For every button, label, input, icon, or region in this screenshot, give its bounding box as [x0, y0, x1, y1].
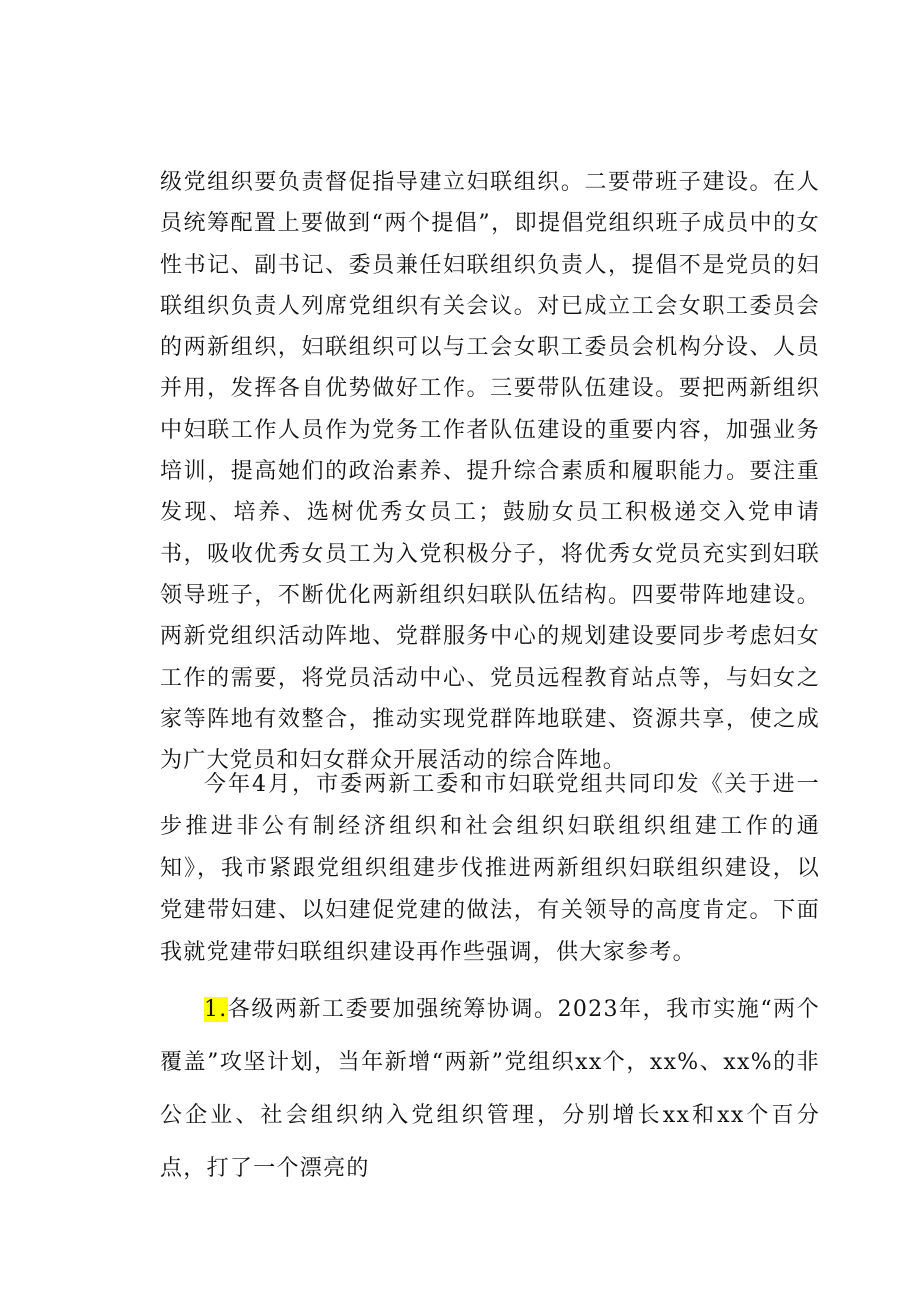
body-paragraph-3 [160, 983, 820, 1195]
highlighted-list-number: 1. [204, 997, 228, 1022]
body-paragraph-2: 今年4月，市委两新工委和市妇联党组共同印发《关于进一步推进非公有制经济组织和社会组织妇联组织组建工作的通知》，我市紧跟党组织组建步伐推进两新组织妇联组织建设，以党建带妇建、以妇建促党建的做法，有关领导的高度肯定。下面我就党建带妇联组织建设再作些强调，供大家参考。 [160, 772, 820, 965]
body-paragraph-1: 级党组织要负责督促指导建立妇联组织。二要带班子建设。在人员统筹配置上要做到“两个提倡”，即提倡党组织班子成员中的女性书记、副书记、委员兼任妇联组织负责人，提倡不是党员的妇联组织负责人列席党组织有关会议。对已成立工会女职工委员会的两新组织，妇联组织可以与工会女职工委员会机构分设、人员并用，发挥各自优势做好工作。三要带队伍建设。要把两新组织中妇联工作人员作为党务工作者队伍建设的重要内容，加强业务培训，提高她们的政治素养、提升综合素质和履职能力。要注重发现、培养、选树优秀女员工；鼓励女员工积极递交入党申请书，吸收优秀女员工为入党积极分子，将优秀女党员充实到妇联领导班子，不断优化两新组织妇联队伍结构。四要带阵地建设。两新党组织活动阵地、党群服务中心的规划建设要同步考虑妇女工作的需要，将党员活动中心、党员远程教育站点等，与妇女之家等阵地有效整合，推动实现党群阵地联建、资源共享，使之成为广大党员和妇女群众开展活动的综合阵地。 [160, 170, 820, 774]
list-item-text: 各级两新工委要加强统筹协调。2023年，我市实施“两个覆盖”攻坚计划，当年新增“两新”党组织xx个，xx%、xx%的非公企业、社会组织纳入党组织管理，分别增长xx和xx个百分点，打了一个漂亮的 [160, 997, 820, 1181]
